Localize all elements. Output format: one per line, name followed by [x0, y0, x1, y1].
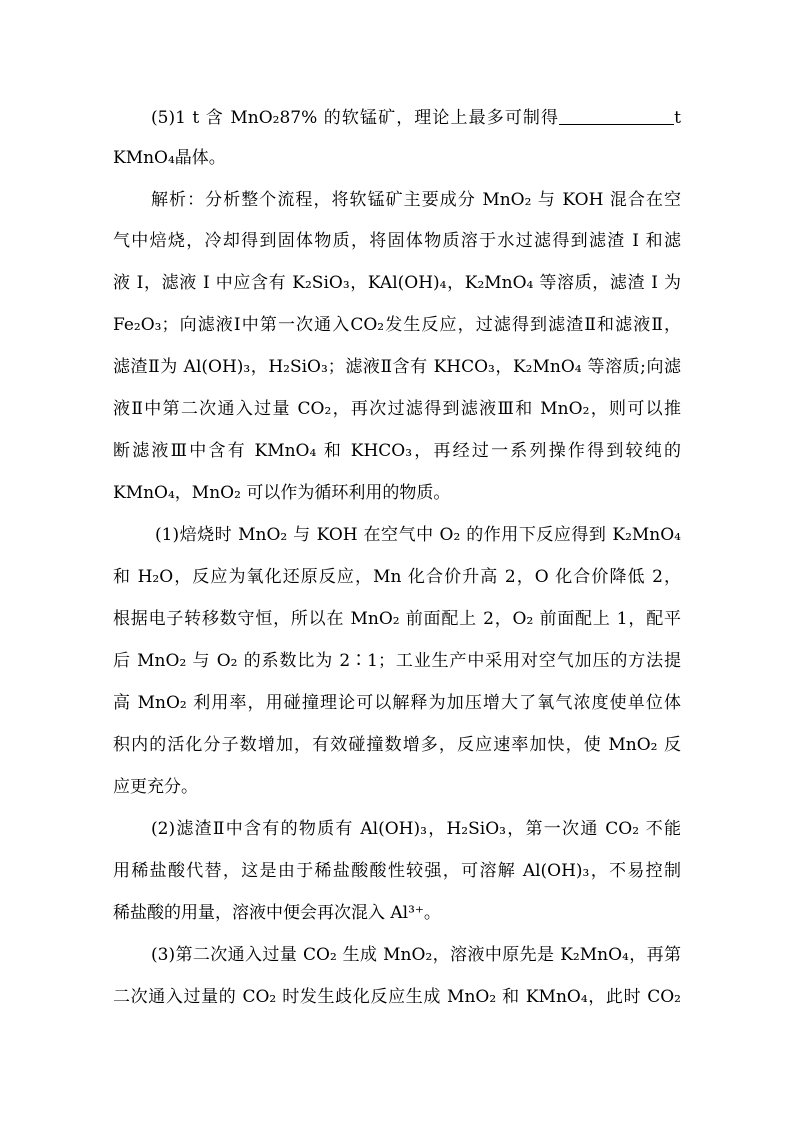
paragraph-line: 液 I，滤液 I 中应含有 K₂SiO₃，KAl(OH)₄，K₂MnO₄ 等溶质，滤渣 I 为 [113, 273, 681, 293]
paragraph-line: (1)焙烧时 MnO₂ 与 KOH 在空气中 O₂ 的作用下反应得到 K₂MnO₄ [155, 525, 681, 545]
question-5-text: (5)1 t 含 MnO₂87% 的软锰矿，理论上最多可制得 [151, 108, 560, 128]
paragraph-line: 根据电子转移数守恒，所以在 MnO₂ 前面配上 2，O₂ 前面配上 1，配平 [113, 609, 681, 629]
paragraph-line: 和 H₂O，反应为氧化还原反应，Mn 化合价升高 2，O 化合价降低 2， [113, 567, 681, 587]
paragraph-line: 滤渣Ⅱ为 Al(OH)₃，H₂SiO₃；滤液Ⅱ含有 KHCO₃，K₂MnO₄ 等溶质;向滤 [113, 357, 681, 377]
paragraph-line: 高 MnO₂ 利用率，用碰撞理论可以解释为加压增大了氧气浓度使单位体 [113, 693, 681, 713]
question-5-line [113, 107, 681, 129]
paragraph-line: 稀盐酸的用量，溶液中便会再次混入 Al³⁺。 [113, 903, 441, 923]
paragraph-line: 液Ⅱ中第二次通入过量 CO₂，再次过滤得到滤液Ⅲ和 MnO₂，则可以推 [113, 399, 681, 419]
paragraph-line: 气中焙烧，冷却得到固体物质，将固体物质溶于水过滤得到滤渣 I 和滤 [113, 231, 681, 251]
paragraph-line: 后 MnO₂ 与 O₂ 的系数比为 2∶1；工业生产中采用对空气加压的方法提 [113, 651, 681, 671]
paragraph-line: KMnO₄，MnO₂ 可以作为循环利用的物质。 [113, 483, 451, 503]
paragraph-line: 解析：分析整个流程，将软锰矿主要成分 MnO₂ 与 KOH 混合在空 [151, 190, 681, 210]
answer-blank [559, 108, 674, 125]
paragraph-line: 断滤液Ⅲ中含有 KMnO₄ 和 KHCO₃，再经过一系列操作得到较纯的 [113, 441, 681, 461]
paragraph-line: (2)滤渣Ⅱ中含有的物质有 Al(OH)₃，H₂SiO₃，第一次通 CO₂ 不能 [151, 819, 681, 839]
paragraph-line: 用稀盐酸代替，这是由于稀盐酸酸性较强，可溶解 Al(OH)₃，不易控制 [113, 861, 681, 881]
paragraph-line: KMnO₄晶体。 [113, 148, 226, 168]
paragraph-line: Fe₂O₃；向滤液Ⅰ中第一次通入CO₂发生反应，过滤得到滤渣Ⅱ和滤液Ⅱ， [113, 315, 681, 335]
paragraph-line: 应更充分。 [113, 777, 198, 797]
paragraph-line: 二次通入过量的 CO₂ 时发生歧化反应生成 MnO₂ 和 KMnO₄，此时 CO₂ [113, 987, 681, 1007]
paragraph-line: 积内的活化分子数增加，有效碰撞数增多，反应速率加快，使 MnO₂ 反 [113, 735, 681, 755]
paragraph-line: (3)第二次通入过量 CO₂ 生成 MnO₂，溶液中原先是 K₂MnO₄，再第 [151, 945, 681, 965]
unit-t: t [674, 108, 681, 128]
